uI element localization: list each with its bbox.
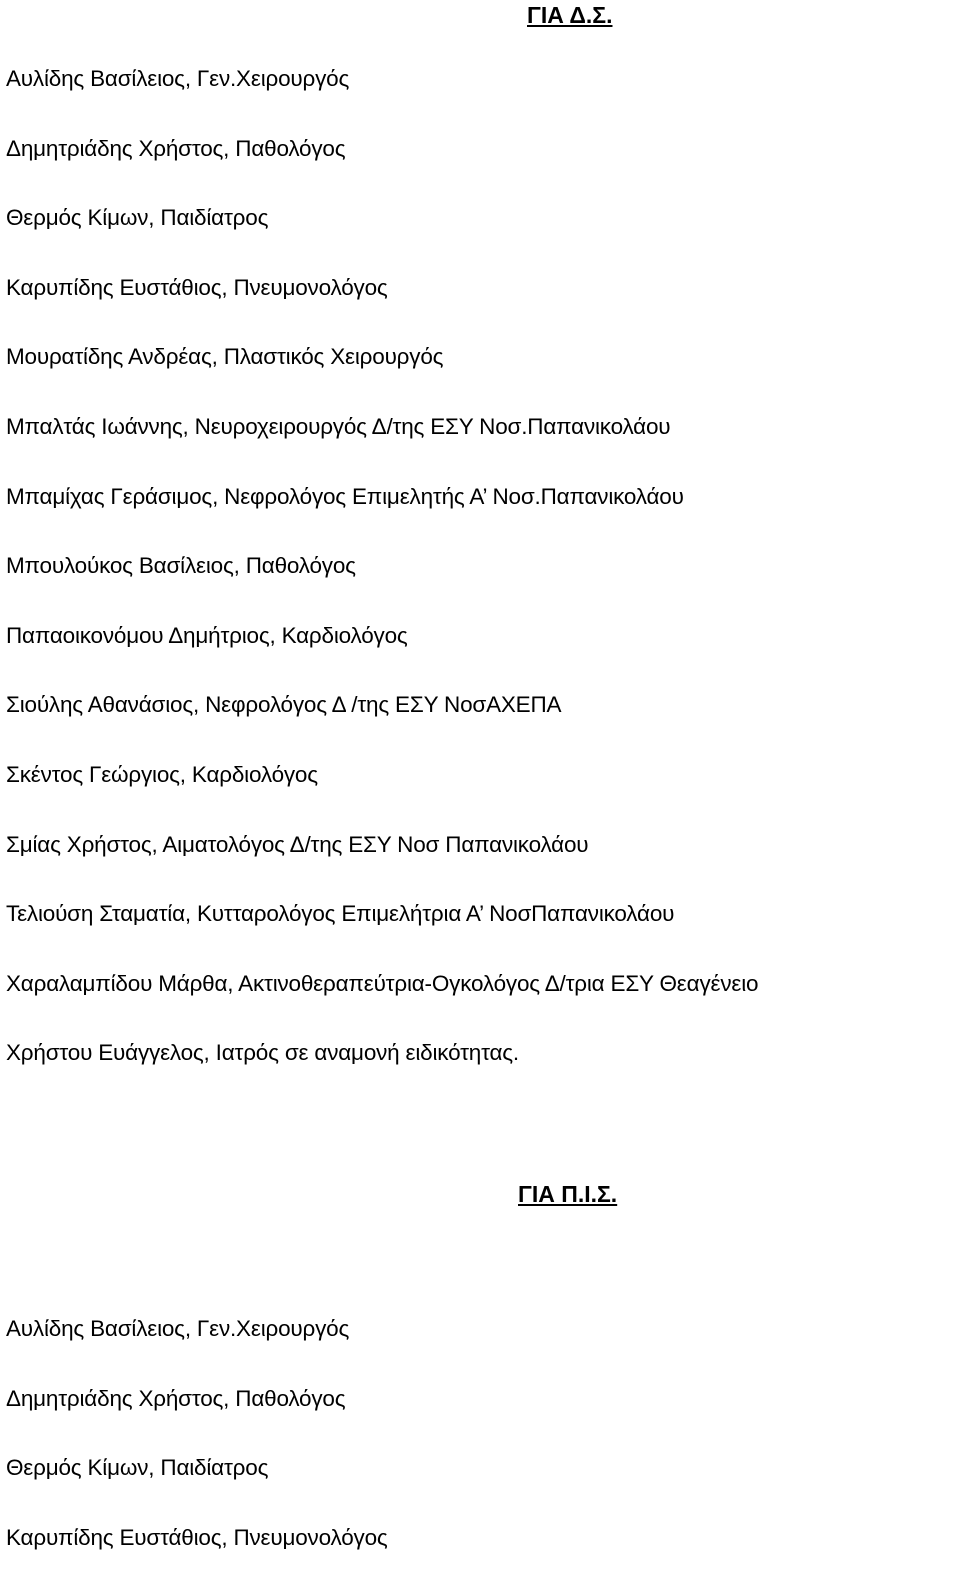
list-item: Τελιούση Σταματία, Κυτταρολόγος Επιμελήτρια Α’ ΝοσΠαπανικολάου <box>6 903 758 973</box>
list-item: Δημητριάδης Χρήστος, Παθολόγος <box>6 1388 388 1458</box>
section-heading-ds: ΓΙΑ Δ.Σ. <box>527 4 612 27</box>
candidate-list-pis <box>6 1318 388 1596</box>
section-heading-pis: ΓΙΑ Π.Ι.Σ. <box>518 1183 617 1206</box>
list-item: Παπαοικονόμου Δημήτριος, Καρδιολόγος <box>6 625 758 695</box>
list-item: Αυλίδης Βασίλειος, Γεν.Χειρουργός <box>6 68 758 138</box>
list-item: Σμίας Χρήστος, Αιματολόγος Δ/της ΕΣΥ Νοσ Παπανικολάου <box>6 834 758 904</box>
list-item: Σκέντος Γεώργιος, Καρδιολόγος <box>6 764 758 834</box>
list-item: Σιούλης Αθανάσιος, Νεφρολόγος Δ /της ΕΣΥ ΝοσΑΧΕΠΑ <box>6 694 758 764</box>
list-item: Καρυπίδης Ευστάθιος, Πνευμονολόγος <box>6 1527 388 1596</box>
list-item: Αυλίδης Βασίλειος, Γεν.Χειρουργός <box>6 1318 388 1388</box>
list-item: Καρυπίδης Ευστάθιος, Πνευμονολόγος <box>6 277 758 347</box>
candidate-list-ds <box>6 68 758 1112</box>
list-item: Χρήστου Ευάγγελος, Ιατρός σε αναμονή ειδικότητας. <box>6 1042 758 1112</box>
list-item: Μπουλούκος Βασίλειος, Παθολόγος <box>6 555 758 625</box>
list-item: Θερμός Κίμων, Παιδίατρος <box>6 207 758 277</box>
list-item: Μπαλτάς Ιωάννης, Νευροχειρουργός Δ/της ΕΣΥ Νοσ.Παπανικολάου <box>6 416 758 486</box>
list-item: Μπαμίχας Γεράσιμος, Νεφρολόγος Επιμελητής Α’ Νοσ.Παπανικολάου <box>6 486 758 556</box>
list-item: Μουρατίδης Ανδρέας, Πλαστικός Χειρουργός <box>6 346 758 416</box>
list-item: Δημητριάδης Χρήστος, Παθολόγος <box>6 138 758 208</box>
list-item: Χαραλαμπίδου Μάρθα, Ακτινοθεραπεύτρια-Ογκολόγος Δ/τρια ΕΣΥ Θεαγένειο <box>6 973 758 1043</box>
list-item: Θερμός Κίμων, Παιδίατρος <box>6 1457 388 1527</box>
